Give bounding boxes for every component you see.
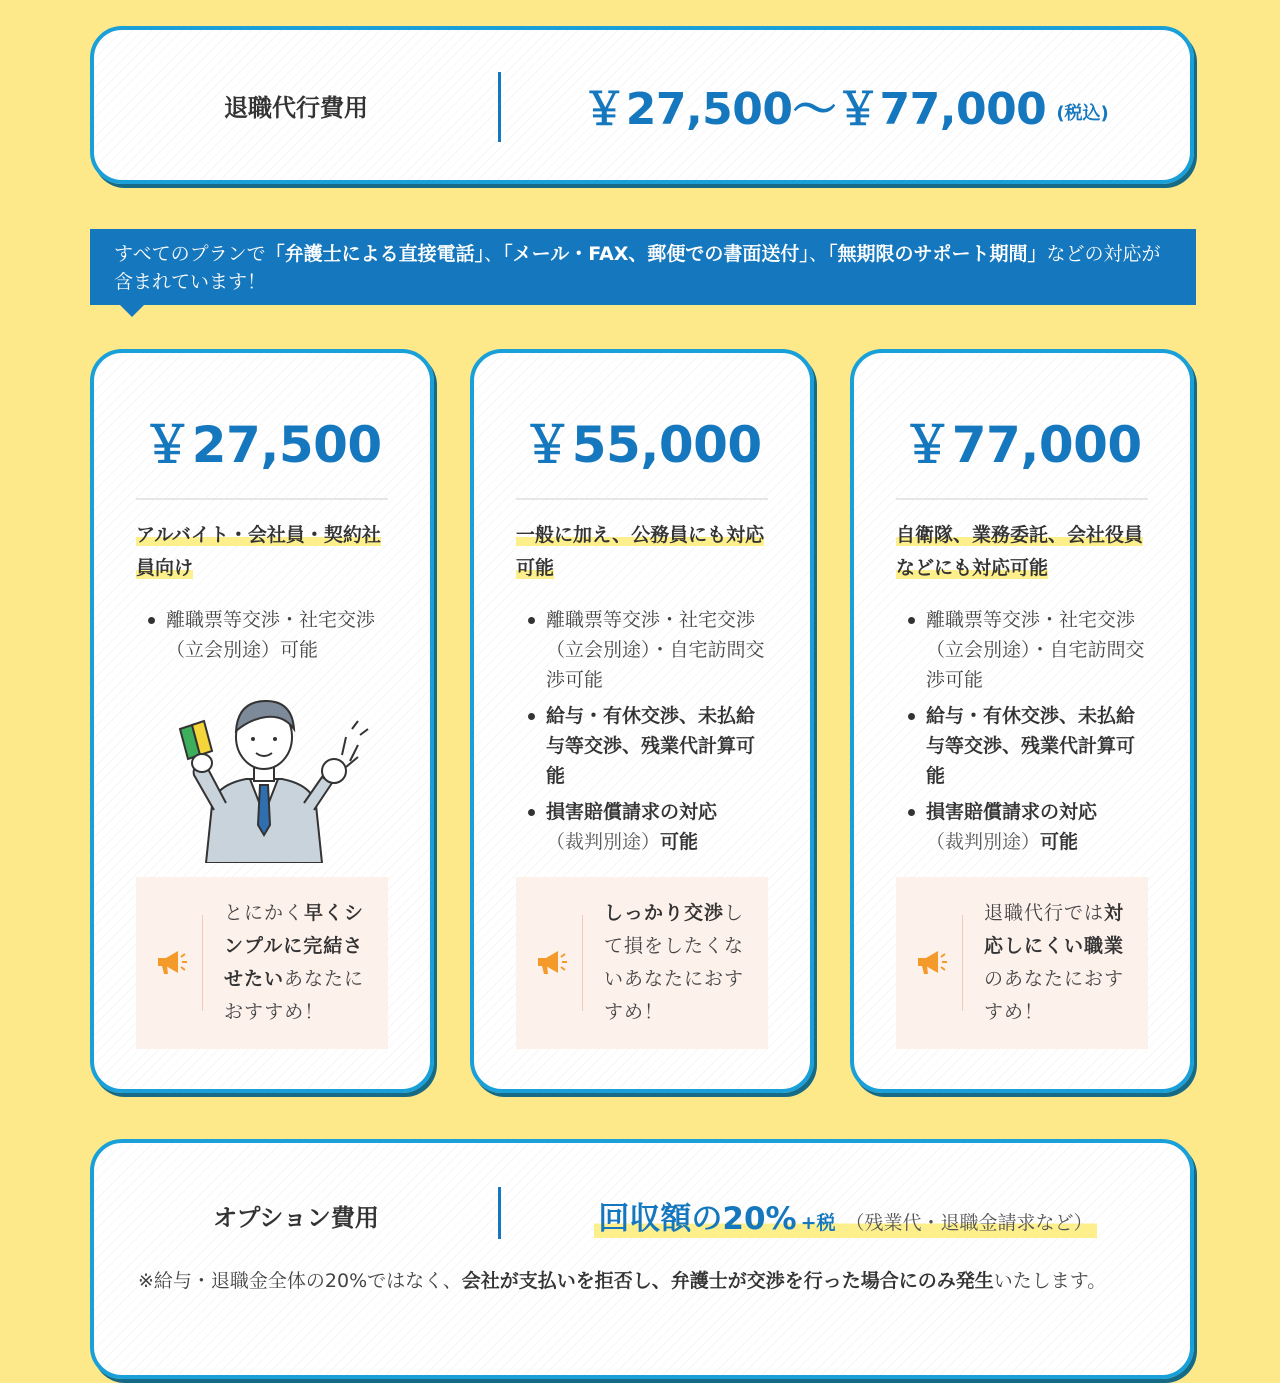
option-value — [501, 1187, 1190, 1243]
reco-text-c: して損をしたくないあなたにおすすめ！ — [604, 902, 745, 1023]
option-note-bold: 会社が支払いを拒否し、弁護士が交渉を行った場合にのみ発生 — [461, 1270, 994, 1292]
plan-target-text: アルバイト・会社員・契約社員向け — [136, 524, 381, 579]
recommendation-box — [896, 877, 1148, 1049]
reco-text-bold: しっかり交渉 — [604, 902, 725, 924]
plan-price: ￥77,000 — [902, 416, 1142, 474]
plan-target — [136, 519, 392, 585]
plan-feature-item: 離職票等交渉・社宅交渉（立会別途）・自宅訪問交渉可能 — [516, 605, 770, 695]
plan-feature-list — [516, 605, 770, 863]
plan-feature-item: 離職票等交渉・社宅交渉（立会別途）可能 — [136, 605, 390, 665]
option-plus-tax: +税 — [800, 1211, 836, 1234]
plan-feature-item: 給与・有休交渉、未払給与等交渉、残業代計算可能 — [516, 701, 770, 791]
banner-bold-mail: 「メール・FAX、郵便での書面送付」 — [503, 243, 809, 265]
banner-pointer — [120, 305, 144, 317]
plan-target — [896, 519, 1152, 585]
reco-text-bold: 早くシンプルに完結させたい — [224, 902, 365, 990]
businessman-illustration — [146, 685, 382, 863]
recommendation-divider — [962, 915, 963, 1011]
option-note-c: いたします。 — [993, 1270, 1107, 1292]
recommendation-divider — [582, 915, 583, 1011]
fee-summary-box — [90, 26, 1194, 184]
plan-feature-item: 給与・有休交渉、未払給与等交渉、残業代計算可能 — [896, 701, 1150, 791]
plan-feature-item — [896, 797, 1150, 857]
fee-tax-note: (税込) — [1056, 103, 1109, 124]
reco-text-a: 退職代行では — [984, 902, 1105, 924]
recommendation-divider — [202, 915, 203, 1011]
feature-note: （裁判別途） — [926, 831, 1041, 853]
feature-tail: 可能 — [1040, 831, 1079, 853]
plan-feature-item — [516, 797, 770, 857]
megaphone-icon — [154, 945, 188, 979]
plan-price: ￥55,000 — [522, 416, 762, 474]
reco-text-c: あなたにおすすめ！ — [224, 968, 365, 1023]
recommendation-text — [984, 897, 1126, 1029]
banner-text-4: などの対応が含まれています！ — [114, 243, 1161, 293]
megaphone-icon — [534, 945, 568, 979]
banner-text-1: すべてのプランで — [114, 243, 266, 265]
feature-text: 損害賠償請求の対応 — [546, 801, 718, 823]
plan-target — [516, 519, 772, 585]
reco-text-a: とにかく — [224, 902, 305, 924]
plan-feature-list — [896, 605, 1150, 863]
recommendation-text — [604, 897, 746, 1029]
feature-text: 損害賠償請求の対応 — [926, 801, 1098, 823]
banner-text-3: 、 — [808, 243, 828, 265]
reco-text-bold: 対応しにくい職業 — [984, 902, 1125, 957]
option-highlight — [594, 1193, 1096, 1238]
option-examples: （残業代・退職金請求など） — [845, 1211, 1093, 1234]
reco-text-c: のあなたにおすすめ！ — [984, 968, 1125, 1023]
plan-separator — [136, 498, 388, 500]
option-note-a: ※給与・退職金全体の20%ではなく、 — [138, 1270, 462, 1292]
feature-tail: 可能 — [660, 831, 699, 853]
plan-separator — [896, 498, 1148, 500]
plan-feature-list — [136, 605, 390, 671]
recommendation-box — [516, 877, 768, 1049]
option-label: オプション費用 — [213, 1203, 379, 1232]
option-note — [138, 1263, 1146, 1299]
banner-bold-phone: 「弁護士による直接電話」 — [265, 243, 485, 265]
fee-amount: ￥27,500～￥77,000 — [582, 84, 1047, 135]
plan-card-premium — [850, 349, 1194, 1093]
plan-price: ￥27,500 — [142, 416, 382, 474]
megaphone-icon — [914, 945, 948, 979]
option-rate: 回収額の20% — [598, 1200, 797, 1237]
plan-card-standard — [470, 349, 814, 1093]
plan-target-text: 自衛隊、業務委託、会社役員などにも対応可能 — [896, 524, 1144, 579]
included-services-banner — [90, 229, 1196, 305]
banner-text-2: 、 — [484, 243, 504, 265]
plan-card-basic — [90, 349, 434, 1093]
recommendation-box — [136, 877, 388, 1049]
feature-note: （裁判別途） — [546, 831, 661, 853]
banner-bold-support: 「無期限のサポート期間」 — [827, 243, 1047, 265]
plan-feature-item: 離職票等交渉・社宅交渉（立会別途）・自宅訪問交渉可能 — [896, 605, 1150, 695]
option-fee-box — [90, 1139, 1194, 1379]
plan-target-text: 一般に加え、公務員にも対応可能 — [516, 524, 765, 579]
fee-label: 退職代行費用 — [224, 93, 368, 122]
plan-separator — [516, 498, 768, 500]
fee-value — [501, 30, 1190, 180]
recommendation-text — [224, 897, 366, 1029]
